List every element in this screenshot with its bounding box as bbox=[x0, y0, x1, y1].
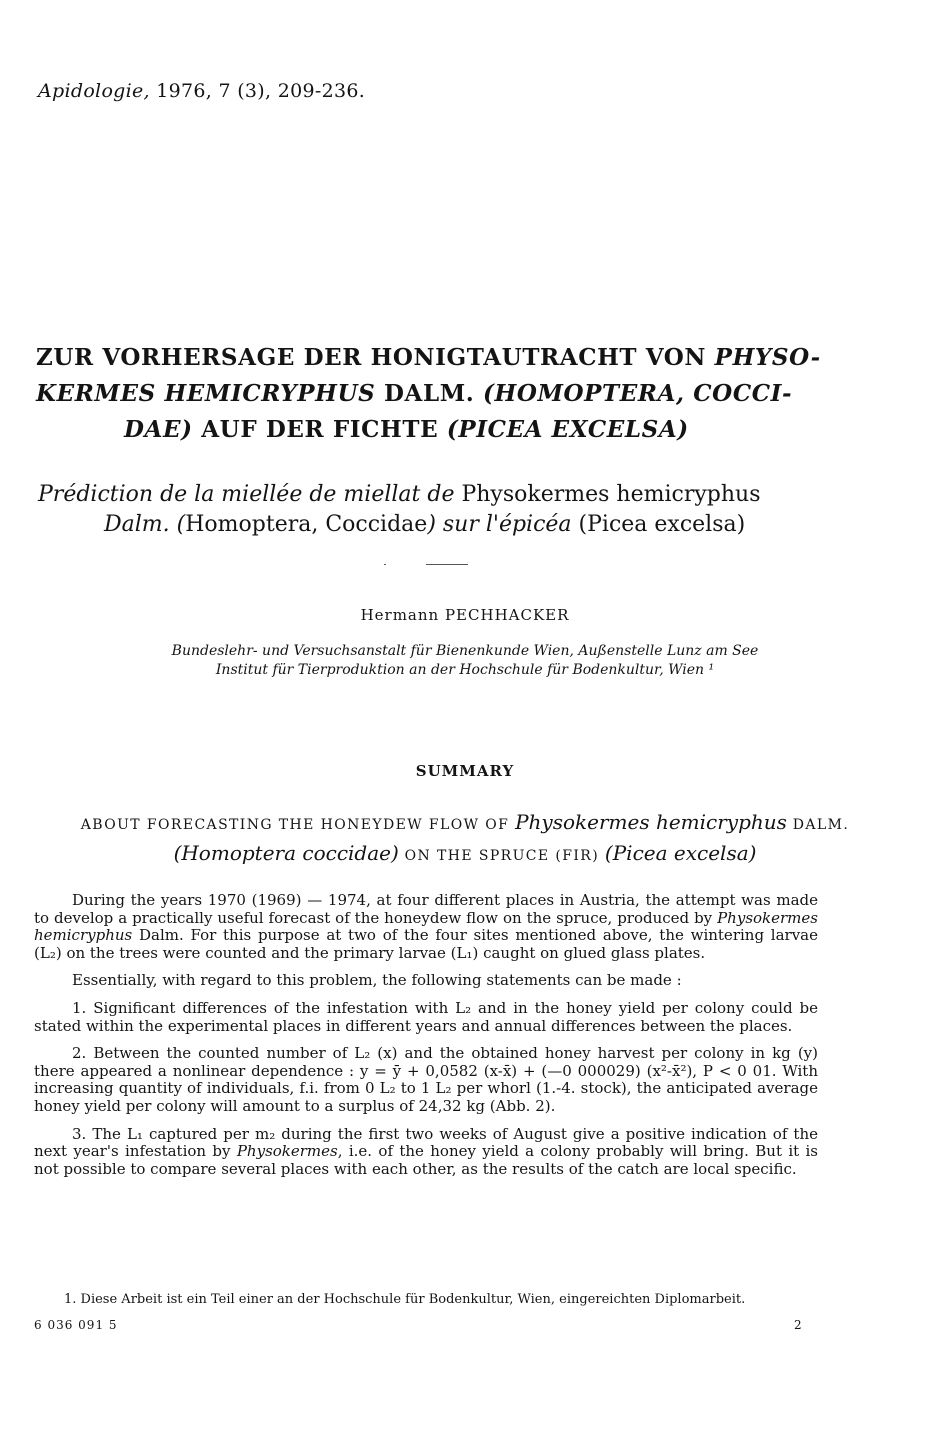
paragraph-text: Dalm. For this purpose at two of the four sites mentioned above, the wintering larvae (L₂) on the trees were counted and the primary larvae (L₁) caught on glued glass plates. bbox=[34, 926, 818, 962]
french-title-italic: ) sur l'épicéa bbox=[427, 512, 572, 537]
french-title-text: (Picea excelsa) bbox=[571, 512, 746, 537]
subtitle-italic: (Picea excelsa) bbox=[604, 841, 757, 865]
french-title-text: Homoptera, Coccidae bbox=[185, 512, 428, 537]
species-name: Physokermes hemicryphus bbox=[34, 908, 818, 945]
author-affiliation bbox=[0, 642, 930, 680]
volume-pages: 1976, 7 (3), 209-236. bbox=[156, 80, 366, 102]
subtitle-text: ON THE SPRUCE (FIR) bbox=[398, 848, 605, 864]
affiliation-line: Bundeslehr- und Versuchsanstalt für Bienenkunde Wien, Außenstelle Lunz am See bbox=[171, 643, 759, 659]
paragraph-text: During the years 1970 (1969) — 1974, at four different places in Austria, the attempt was made to develop a practically useful forecast of the honeydew flow on the spruce, produced by bbox=[34, 891, 818, 927]
summary-paragraph: 2. Between the counted number of L₂ (x) and the obtained honey harvest per colony in kg (y) there appeared a nonlinear dependence : y = ȳ + 0,0582 (x-x̄) + (—0 000029) (x²-x̄²), P < 0 01. With increasing quantity of individuals, f.i. from 0 L₂ to 1 L₂ per whorl (1.-4. stock), the anticipated average honey yield per colony will amount to a surplus of 24,32 kg (Abb. 2). bbox=[34, 1044, 818, 1115]
title-text: DALM. bbox=[383, 380, 484, 407]
summary-subtitle bbox=[34, 808, 896, 870]
title-italic: DAE) bbox=[124, 416, 193, 443]
summary-heading: SUMMARY bbox=[415, 762, 515, 780]
summary-paragraph: Essentially, with regard to this problem, the following statements can be made : bbox=[72, 971, 682, 990]
title-italic: (PICEA EXCELSA) bbox=[446, 416, 689, 443]
title-italic: (HOMOPTERA, COCCI- bbox=[483, 380, 793, 407]
french-title-text: Physokermes hemicryphus bbox=[454, 482, 761, 507]
section-divider bbox=[384, 564, 468, 565]
summary-paragraph: 1. Significant differences of the infestation with L₂ and in the honey yield per colony could be stated within the experimental places in different years and annual differences between the places. bbox=[34, 998, 818, 1035]
species-name: Physokermes bbox=[236, 1142, 338, 1161]
paragraph-text: 3. The L₁ captured per m₂ during the first two weeks of August give a positive indication of the next year's infestation by bbox=[34, 1124, 818, 1161]
affiliation-line: Institut für Tierproduktion an der Hochschule für Bodenkultur, Wien ¹ bbox=[215, 662, 715, 678]
summary-paragraph bbox=[34, 892, 818, 962]
journal-citation bbox=[38, 80, 365, 102]
title-text: ZUR VORHERSAGE DER HONIGTAUTRACHT VON bbox=[36, 344, 715, 371]
title-text: AUF DER FICHTE bbox=[192, 416, 447, 443]
french-title-italic: Prédiction de la miellée de miellat de bbox=[38, 482, 455, 507]
article-title bbox=[36, 340, 896, 448]
page-number: 2 bbox=[794, 1318, 802, 1332]
subtitle-text: DALM. bbox=[786, 817, 850, 833]
summary-body bbox=[34, 892, 818, 1188]
subtitle-italic: (Homoptera coccidae) bbox=[173, 841, 399, 865]
subtitle-italic: Physokermes hemicryphus bbox=[515, 810, 787, 834]
footnote: 1. Diese Arbeit ist ein Teil einer an der Hochschule für Bodenkultur, Wien, eingereichten Diplomarbeit. bbox=[64, 1292, 746, 1307]
french-title-italic: Dalm. ( bbox=[104, 512, 186, 537]
author-name: Hermann PECHHACKER bbox=[360, 606, 570, 624]
journal-name: Apidologie, bbox=[38, 80, 150, 102]
subtitle-text: ABOUT FORECASTING THE HONEYDEW FLOW OF bbox=[80, 817, 516, 833]
paragraph-text: , i.e. of the honey yield a colony probably will bring. But it is not possible to compare several places with each other, as the results of the catch are local specific. bbox=[34, 1142, 819, 1178]
title-italic: PHYSO- bbox=[714, 344, 821, 371]
summary-paragraph bbox=[34, 1126, 818, 1179]
title-italic: KERMES HEMICRYPHUS bbox=[36, 380, 384, 407]
print-code: 6 036 091 5 bbox=[34, 1318, 118, 1332]
french-title bbox=[38, 480, 888, 540]
